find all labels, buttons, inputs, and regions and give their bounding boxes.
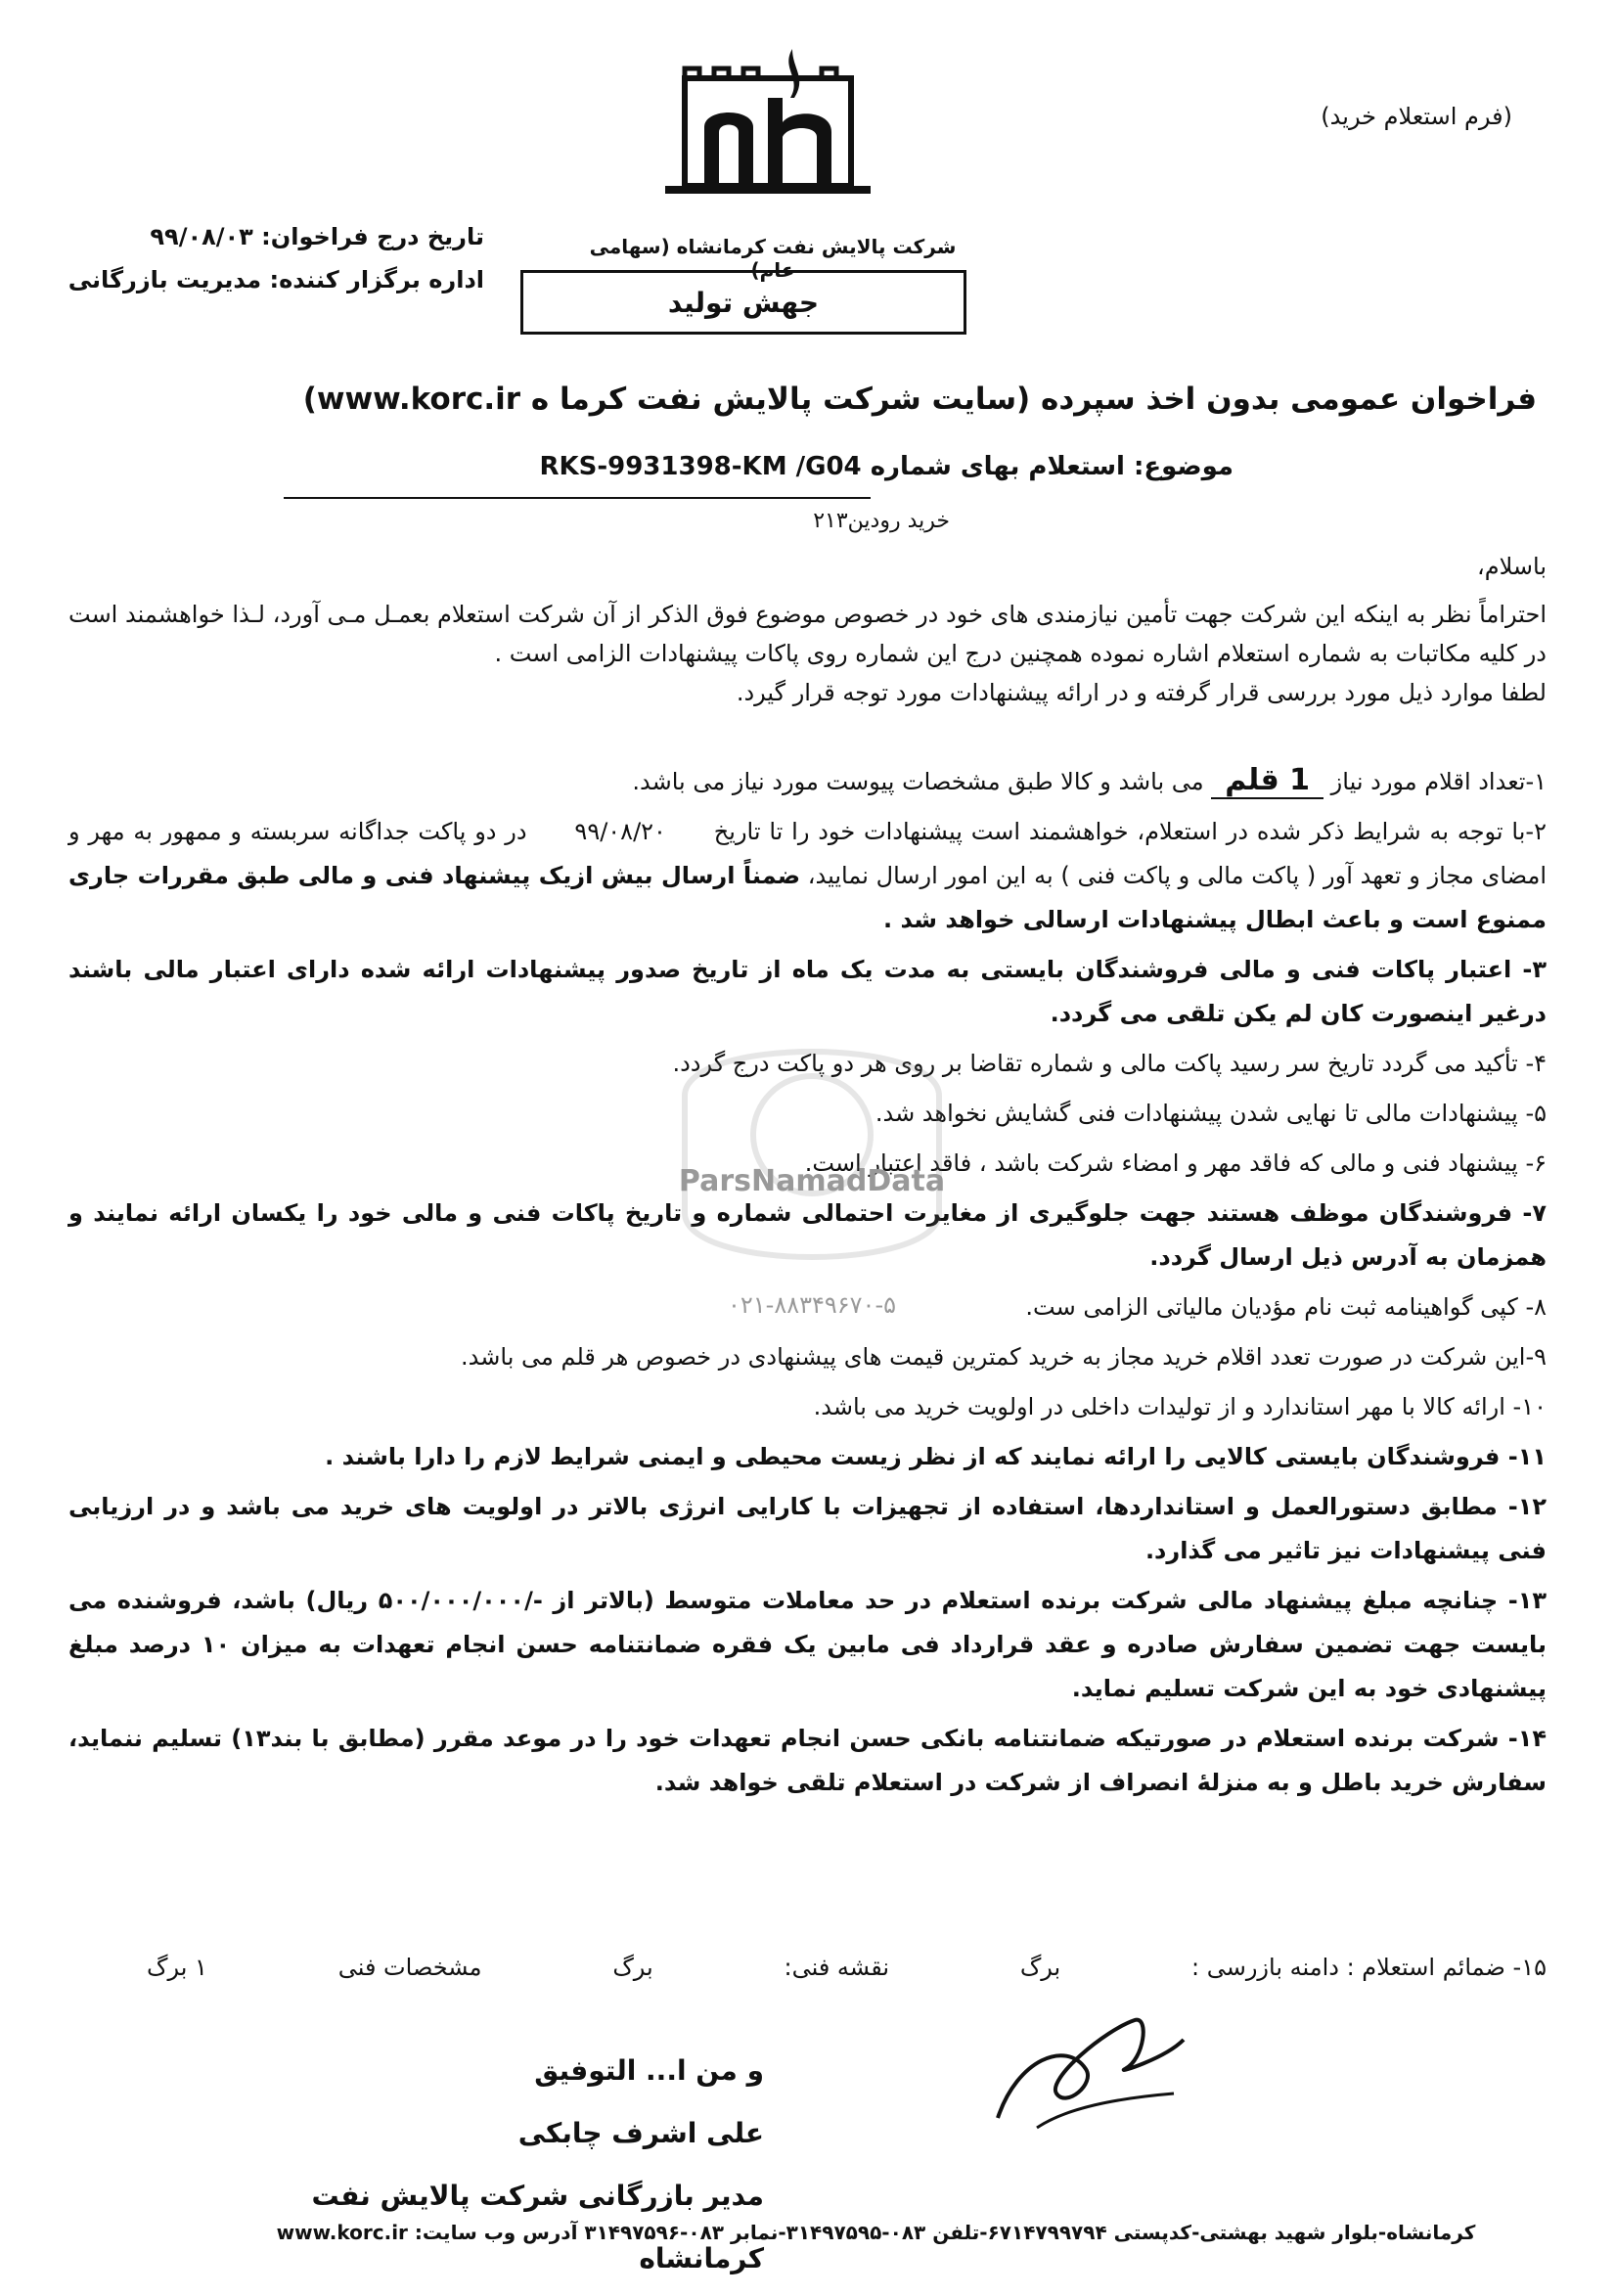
announcement-date: تاریخ درج فراخوان: ۹۹/۰۸/۰۳ [150, 223, 484, 250]
list-item: ۷- فروشندگان موظف هستند جهت جلوگیری از مغایرت احتمالی شماره و تاریخ پاکات فنی و مالی خود را یکسان ارائه نمایند و همزمان به آدرس ذیل ارسال گردد. [68, 1199, 1547, 1271]
slogan-box [520, 270, 966, 335]
intro-text [68, 595, 1547, 712]
subject-underline [284, 497, 871, 499]
list-item: ۱۰- ارائه کالا با مهر استاندارد و از تولیدات داخلی در اولویت خرید می باشد. [813, 1393, 1547, 1420]
watermark-text: ParsNamadData [678, 1164, 946, 1198]
company-name: شرکت پالایش نفت کرمانشاه (سهامی عام) [589, 235, 957, 282]
signature-icon [978, 2001, 1203, 2138]
announcement-meta [54, 215, 484, 301]
list-item: ۶- پیشنهاد فنی و مالی که فاقد مهر و امضاء شرکت باشد ، فاقد اعتبار است. [804, 1149, 1547, 1177]
item-text: ضمناً ارسال بیش ازیک پیشنهاد فنی و مالی طبق مقررات جاری ممنوع است و باعث ابطال پیشنهادات ارسالی خواهد شد . [68, 862, 1547, 933]
closing-block [216, 2040, 764, 2290]
enclosure-value: برگ [1019, 1954, 1061, 1981]
enclosure-value: برگ [612, 1954, 653, 1981]
list-item: ۱۱- فروشندگان بایستی کالایی را ارائه نمایند که از نظر زیست محیطی و ایمنی شرایط لازم را دارا باشند . [325, 1443, 1547, 1470]
list-item: ۱۳- چنانچه مبلغ پیشنهاد مالی شرکت برنده استعلام در حد معاملات متوسط (بالاتر از -/۵۰۰/۰۰۰/۰۰۰ ریال) باشد، فروشنده می بایست جهت تضمین سفارش صادره و عقد قرارداد فی مابین یک فقره ضمانتنامه حسن انجام تعهدات به میزان ۱۰ درصد مبلغ پیشنهادی خود به این شرکت تسلیم نماید. [68, 1587, 1548, 1702]
page-title: فراخوان عمومی بدون اخذ سپرده (سایت شرکت پالایش نفت کرما ه www.korc.ir) [302, 382, 1537, 417]
enclosures-row [147, 1954, 1547, 1981]
item-quantity: 1 قلم [1211, 763, 1323, 799]
item-text: می باشد و کالا طبق مشخصات پیوست مورد نیاز می باشد. [632, 768, 1204, 795]
subject-line: موضوع: استعلام بهای شماره RKS-9931398-KM /G04 [539, 452, 1234, 481]
form-label: (فرم استعلام خرید) [1321, 103, 1512, 130]
signatory-title: مدیر بازرگانی شرکت پالایش نفت کرمانشاه [311, 2180, 764, 2274]
list-item: ۱۲- مطابق دستورالعمل و استانداردها، استفاده از تجهیزات با کارایی انرژی بالاتر در اولویت های خرید می باشد و در ارزیابی فنی پیشنهادات نیز تاثیر می گذارد. [68, 1493, 1547, 1564]
list-item: ۳- اعتبار پاکات فنی و مالی فروشندگان بایستی به مدت یک ماه از تاریخ صدور پیشنهادات ارائه شده دارای اعتبار مالی باشند درغیر اینصورت کان لم یکن تلقی می گردد. [68, 956, 1547, 1027]
list-item: ۹-این شرکت در صورت تعدد اقلام خرید مجاز به خرید کمترین قیمت های پیشنهادی در خصوص هر قلم می باشد. [461, 1343, 1547, 1371]
item-text: ۲-با توجه به شرایط ذکر شده در استعلام، خواهشمند است پیشنهادات خود را تا تاریخ [713, 818, 1547, 845]
enclosure-label: نقشه فنی: [784, 1954, 890, 1981]
list-item: ۸- کپی گواهینامه ثبت نام مؤدیان مالیاتی الزامی ست. [1025, 1293, 1547, 1321]
item-text: ۱-تعداد اقلام مورد نیاز [1330, 768, 1547, 795]
greeting: باسلام، [1476, 553, 1547, 580]
list-item: ۵- پیشنهادات مالی تا نهایی شدن پیشنهادات فنی گشایش نخواهد شد. [875, 1100, 1547, 1127]
item-deadline: ۹۹/۰۸/۲۰ [574, 818, 666, 845]
list-item: ۴- تأکید می گردد تاریخ سر رسید پاکت مالی و شماره تقاضا بر روی هر دو پاکت درج گردد. [672, 1050, 1547, 1077]
item-text: در دو پاکت جداگانه سربسته و ممهور به مهر و امضای مجاز و تعهد آور ( پاکت مالی و پاکت فنی ) به این امور ارسال نمایید، [68, 818, 1547, 889]
company-logo-icon [646, 39, 890, 205]
closing-phrase: و من ا... التوفیق [534, 2054, 764, 2087]
organizing-office: اداره برگزار کننده: مدیریت بازرگانی [67, 266, 484, 293]
subject-subline: خرید رودین۲۱۳ [813, 509, 950, 533]
intro-paragraph-2: لطفا موارد ذیل مورد بررسی قرار گرفته و در ارائه پیشنهادات مورد توجه قرار گیرد. [736, 679, 1547, 706]
intro-paragraph: احتراماً نظر به اینکه این شرکت جهت تأمین نیازمندی های خود در خصوص موضوع فوق الذکر از آن شرکت استعلام بعمـل مـی آورد، لـذا خواهشمند است در کلیه مکاتبات به شماره استعلام اشاره نموده همچنین درج این شماره روی پاکات پیشنهادات الزامی است . [68, 601, 1547, 667]
footer-address: کرمانشاه-بلوار شهید بهشتی-کدپستی ۶۷۱۴۷۹۹۷۹۴-تلفن ۰۸۳-۳۱۴۹۷۵۹۵-نمابر ۰۸۳-۳۱۴۹۷۵۹۶ آدرس وب سایت: www.korc.ir [276, 2221, 1476, 2244]
signatory-name: علی اشرف چابکی [517, 2117, 764, 2149]
slogan-text: جهش تولید [667, 286, 820, 319]
enclosures-label: ۱۵- ضمائم استعلام : دامنه بازرسی : [1191, 1954, 1547, 1981]
enclosure-value: ۱ برگ [147, 1954, 207, 1981]
enclosure-label: مشخصات فنی [337, 1954, 482, 1981]
list-item [68, 810, 1547, 942]
watermark-phone: ۰۲۱-۸۸۳۴۹۶۷۰-۵ [727, 1291, 896, 1319]
list-item [68, 758, 1547, 804]
list-item: ۱۴- شرکت برنده استعلام در صورتیکه ضمانتنامه بانکی حسن انجام تعهدات خود را در موعد مقرر (مطابق با بند۱۳) تسلیم ننماید، سفارش خرید باطل و به منزلهٔ انصراف از شرکت در استعلام تلقی خواهد شد. [68, 1725, 1547, 1796]
